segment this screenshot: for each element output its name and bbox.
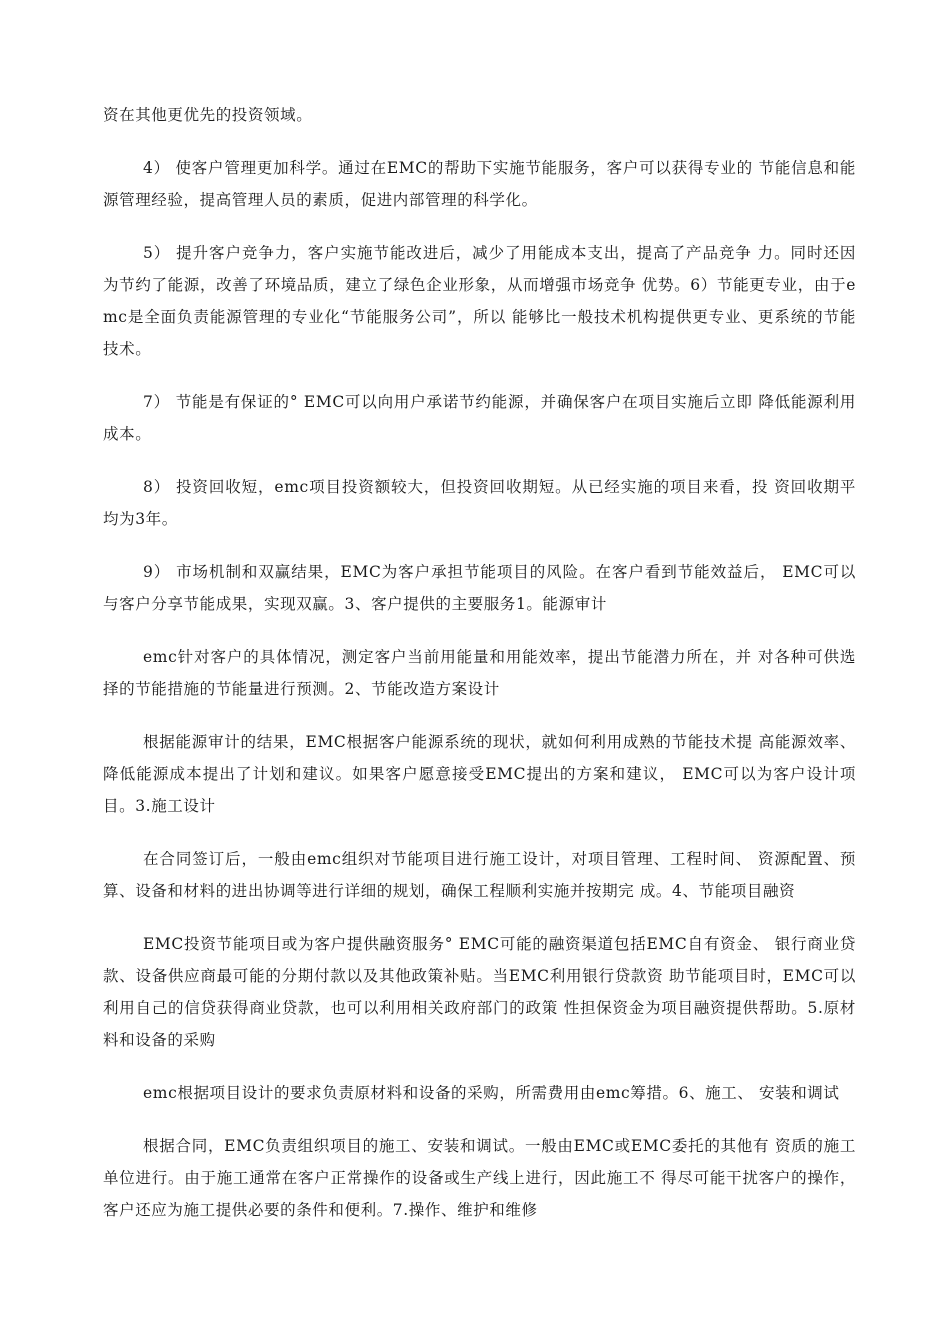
paragraph-item-5-6: 5） 提升客户竞争力，客户实施节能改进后，减少了用能成本支出，提高了产品竞争 力。同时还因为节约了能源，改善了环境品质，建立了绿色企业形象，从而增强市场竞争 优势。6）节能更专业，由于emc是全面负责能源管理的专业化“节能服务公司”，所以 能够比一般技术机构提供更专业、更系统的节能技术。: [103, 244, 856, 358]
document-body: [103, 99, 856, 1247]
paragraph-retrofit-design: 根据能源审计的结果，EMC根据客户能源系统的现状，就如何利用成熟的节能技术提 高能源效率、降低能源成本提出了计划和建议。如果客户愿意接受EMC提出的方案和建议， EMC可以为客户设计项目。3.施工设计: [103, 733, 856, 815]
paragraph-continuation: 资在其他更优先的投资领域。: [103, 106, 313, 124]
paragraph-item-7: 7） 节能是有保证的° EMC可以向用户承诺节约能源，并确保客户在项目实施后立即 降低能源利用成本。: [103, 393, 856, 443]
paragraph-project-financing: EMC投资节能项目或为客户提供融资服务° EMC可能的融资渠道包括EMC自有资金、 银行商业贷款、设备供应商最可能的分期付款以及其他政策补贴。当EMC利用银行贷款资 助节能项目时，EMC可以利用自己的信贷获得商业贷款，也可以利用相关政府部门的政策 性担保资金为项目融资提供帮助。5.原材料和设备的采购: [103, 935, 856, 1049]
paragraph-procurement: emc根据项目设计的要求负责原材料和设备的采购，所需费用由emc筹措。6、施工、 安装和调试: [143, 1084, 840, 1102]
paragraph-energy-audit: emc针对客户的具体情况，测定客户当前用能量和用能效率，提出节能潜力所在，并 对各种可供选择的节能措施的节能量进行预测。2、节能改造方案设计: [103, 648, 856, 698]
paragraph-installation: 根据合同，EMC负责组织项目的施工、安装和调试。一般由EMC或EMC委托的其他有 资质的施工单位进行。由于施工通常在客户正常操作的设备或生产线上进行，因此施工不 得尽可能干扰客户的操作，客户还应为施工提供必要的条件和便利。7.操作、维护和维修: [103, 1137, 856, 1219]
paragraph-item-8: 8） 投资回收短，emc项目投资额较大，但投资回收期短。从已经实施的项目来看，投 资回收期平均为3年。: [103, 478, 856, 528]
paragraph-item-4: 4） 使客户管理更加科学。通过在EMC的帮助下实施节能服务，客户可以获得专业的 节能信息和能源管理经验，提高管理人员的素质，促进内部管理的科学化。: [103, 159, 856, 209]
paragraph-item-9: 9） 市场机制和双赢结果，EMC为客户承担节能项目的风险。在客户看到节能效益后， EMC可以与客户分享节能成果，实现双赢。3、客户提供的主要服务1。能源审计: [103, 563, 856, 613]
paragraph-construction-design: 在合同签订后，一般由emc组织对节能项目进行施工设计，对项目管理、工程时间、 资源配置、预算、设备和材料的进出协调等进行详细的规划，确保工程顺利实施并按期完 成。4、节能项目融资: [103, 850, 856, 900]
